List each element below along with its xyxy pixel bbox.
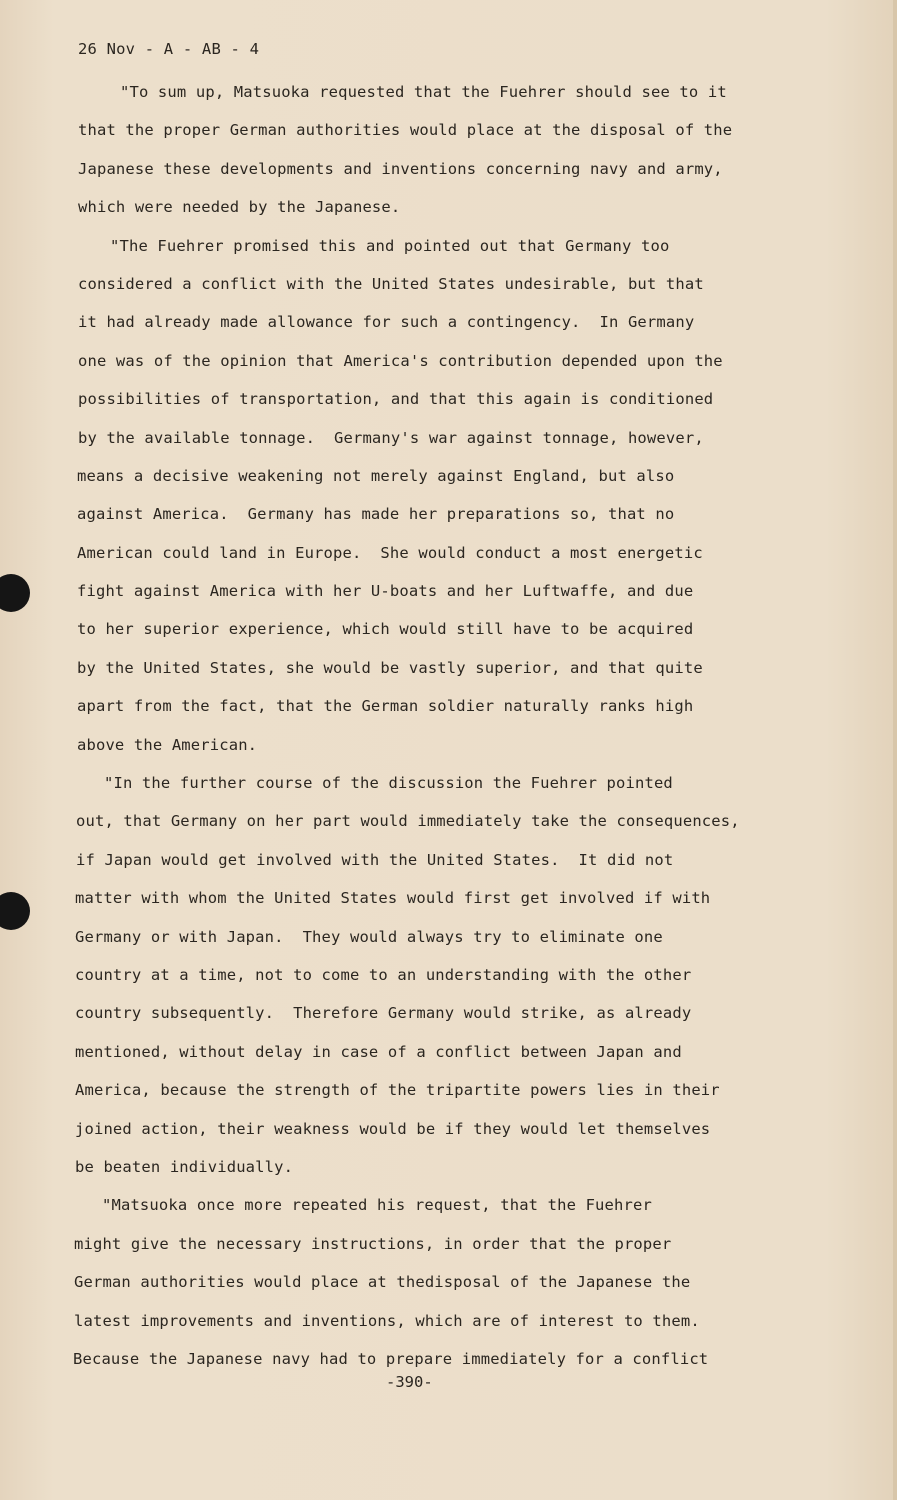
text-line: means a decisive weakening not merely against England, but also xyxy=(77,466,675,485)
text-line: joined action, their weakness would be if they would let themselves xyxy=(75,1119,711,1138)
text-line: German authorities would place at thedisposal of the Japanese the xyxy=(74,1273,691,1292)
text-line: be beaten individually. xyxy=(75,1157,294,1176)
text-line: mentioned, without delay in case of a conflict between Japan and xyxy=(75,1042,682,1061)
text-line: if Japan would get involved with the United States. It did not xyxy=(76,850,674,869)
text-line: American could land in Europe. She would conduct a most energetic xyxy=(77,543,703,562)
text-line: might give the necessary instructions, in order that the proper xyxy=(74,1234,672,1253)
text-line: "Matsuoka once more repeated his request, that the Fuehrer xyxy=(102,1196,652,1215)
text-line: it had already made allowance for such a contingency. In Germany xyxy=(78,313,695,332)
punch-hole xyxy=(0,892,30,930)
page-edge xyxy=(893,0,897,1500)
text-line: against America. Germany has made her preparations so, that no xyxy=(77,505,675,524)
text-line: Germany or with Japan. They would always try to eliminate one xyxy=(75,927,663,946)
text-line: America, because the strength of the tripartite powers lies in their xyxy=(75,1081,720,1100)
text-line: to her superior experience, which would still have to be acquired xyxy=(77,620,694,639)
text-line: by the available tonnage. Germany's war against tonnage, however, xyxy=(78,428,704,447)
text-line: by the United States, she would be vastly superior, and that quite xyxy=(77,658,703,677)
text-line: one was of the opinion that America's contribution depended upon the xyxy=(78,351,723,370)
text-line: that the proper German authorities would place at the disposal of the xyxy=(78,121,733,140)
page-header: 26 Nov - A - AB - 4 xyxy=(78,40,260,58)
text-line: considered a conflict with the United States undesirable, but that xyxy=(78,274,704,293)
text-line: country at a time, not to come to an understanding with the other xyxy=(75,965,692,984)
punch-hole xyxy=(0,574,30,612)
text-line: "In the further course of the discussion the Fuehrer pointed xyxy=(104,774,673,793)
text-line: country subsequently. Therefore Germany would strike, as already xyxy=(75,1004,692,1023)
document-body xyxy=(72,77,772,1382)
text-line: Japanese these developments and inventions concerning navy and army, xyxy=(78,159,723,178)
text-line: matter with whom the United States would first get involved if with xyxy=(75,889,711,908)
text-line: possibilities of transportation, and that this again is conditioned xyxy=(78,390,714,409)
text-line: out, that Germany on her part would immediately take the consequences, xyxy=(76,812,740,831)
text-line: Because the Japanese navy had to prepare immediately for a conflict xyxy=(73,1349,709,1368)
text-line: above the American. xyxy=(77,735,258,754)
text-line: fight against America with her U-boats and her Luftwaffe, and due xyxy=(77,582,694,601)
page-number: -390- xyxy=(386,1373,433,1391)
text-line: "To sum up, Matsuoka requested that the Fuehrer should see to it xyxy=(120,83,727,101)
text-line: latest improvements and inventions, which are of interest to them. xyxy=(74,1311,700,1330)
text-line: apart from the fact, that the German soldier naturally ranks high xyxy=(77,697,694,716)
text-line: "The Fuehrer promised this and pointed out that Germany too xyxy=(110,236,670,255)
text-line: which were needed by the Japanese. xyxy=(78,198,401,217)
